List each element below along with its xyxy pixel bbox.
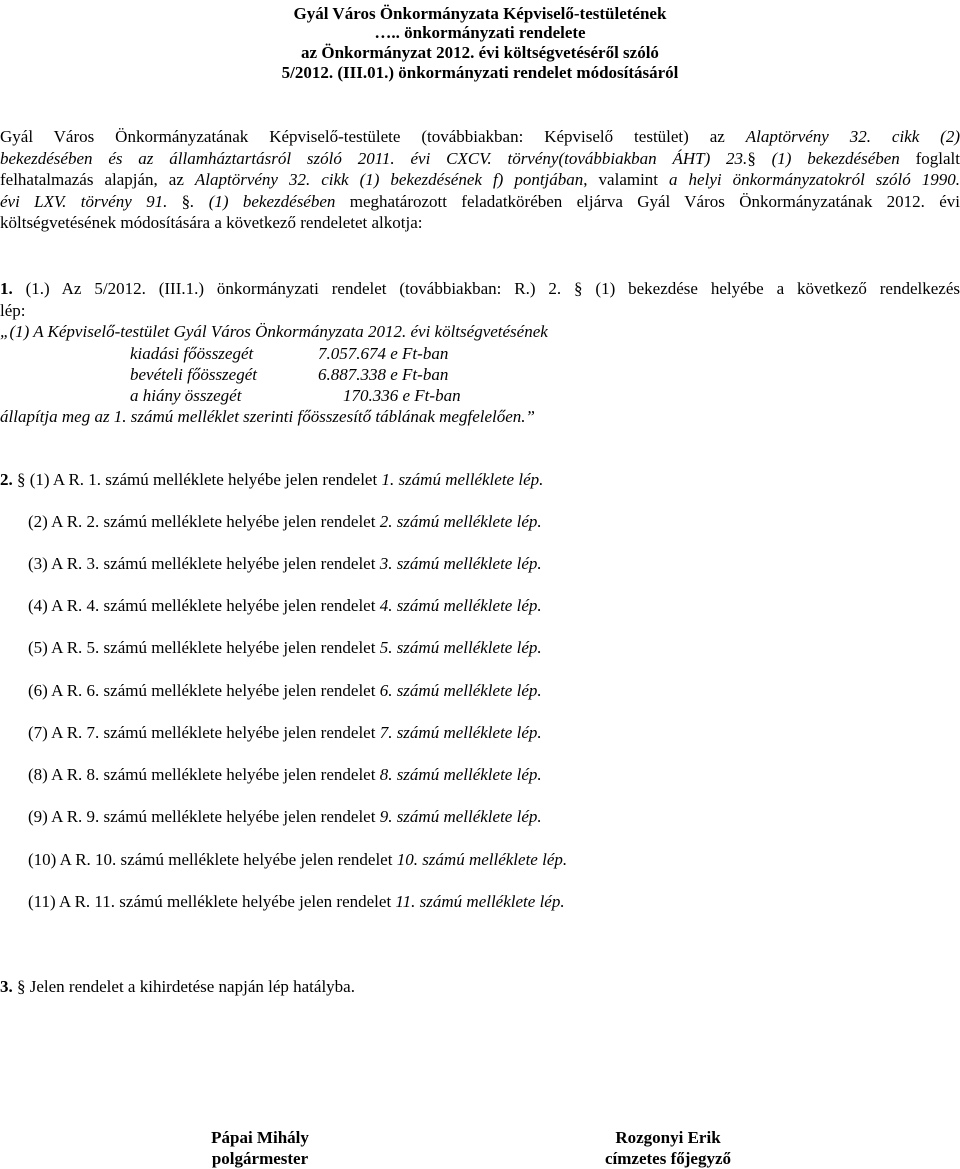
row-value-1: 7.057.674 e Ft-ban (318, 344, 449, 363)
s2-item-4: (4) A R. 4. számú melléklete helyébe jelen rendelet 4. számú melléklete lép. (28, 596, 542, 615)
quote-line: „(1) A Képviselő-testület Gyál Város Önkormányzata 2012. évi költségvetésének (0, 322, 548, 341)
signature-right-name: Rozgonyi Erik (615, 1128, 721, 1147)
row-label-1: kiadási főösszegét (130, 344, 254, 363)
section-1-line-2: lép: (0, 300, 26, 320)
s2-item-7: (7) A R. 7. számú melléklete helyébe jelen rendelet 7. számú melléklete lép. (28, 723, 542, 742)
s2-item-3: (3) A R. 3. számú melléklete helyébe jelen rendelet 3. számú melléklete lép. (28, 554, 542, 573)
row-value-2: 6.887.338 e Ft-ban (318, 365, 449, 384)
preamble (0, 126, 960, 234)
row-label-3: a hiány összegét (130, 386, 242, 405)
closing-line: állapítja meg az 1. számú melléklet szerinti főösszesítő táblának megfelelően.” (0, 407, 535, 426)
section-1 (0, 278, 960, 321)
s2-item-8: (8) A R. 8. számú melléklete helyébe jelen rendelet 8. számú melléklete lép. (28, 765, 542, 784)
preamble-line-4: évi LXV. törvény 91. §. (1) bekezdésében meghatározott feladatkörében eljárva Gyál Város Önkormányzatának 2012. évi (0, 191, 960, 211)
section-1-line-1: 1. (1.) Az 5/2012. (III.1.) önkormányzati rendelet (továbbiakban: R.) 2. § (1) bekezdése helyébe a következő rendelkezés (0, 279, 960, 298)
s2-item-9: (9) A R. 9. számú melléklete helyébe jelen rendelet 9. számú melléklete lép. (28, 807, 542, 826)
s2-item-1: 2. § (1) A R. 1. számú melléklete helyébe jelen rendelet 1. számú melléklete lép. (0, 470, 544, 489)
s2-item-6: (6) A R. 6. számú melléklete helyébe jelen rendelet 6. számú melléklete lép. (28, 681, 542, 700)
preamble-line-5: költségvetésének módosítására a következő rendeletet alkotja: (0, 213, 423, 232)
s2-item-10: (10) A R. 10. számú melléklete helyébe jelen rendelet 10. számú melléklete lép. (28, 850, 568, 869)
s2-item-11: (11) A R. 11. számú melléklete helyébe jelen rendelet 11. számú melléklete lép. (28, 892, 565, 911)
doc-title-line-2: ….. önkormányzati rendelete (374, 23, 586, 42)
preamble-line-1: Gyál Város Önkormányzatának Képviselő-testülete (továbbiakban: Képviselő testület) az Alaptörvény 32. cikk (2) (0, 127, 960, 146)
signature-left-name: Pápai Mihály (211, 1128, 309, 1147)
doc-title-line-1: Gyál Város Önkormányzata Képviselő-testületének (293, 4, 667, 23)
doc-title-line-4: 5/2012. (III.01.) önkormányzati rendelet módosításáról (281, 63, 679, 82)
row-value-3: 170.336 e Ft-ban (343, 386, 461, 405)
section-3: 3. § Jelen rendelet a kihirdetése napján lép hatályba. (0, 977, 355, 996)
s2-item-2: (2) A R. 2. számú melléklete helyébe jelen rendelet 2. számú melléklete lép. (28, 512, 542, 531)
signature-right-title: címzetes főjegyző (604, 1149, 731, 1168)
row-label-2: bevételi főösszegét (130, 365, 257, 384)
preamble-line-2: bekezdésében és az államháztartásról szóló 2011. évi CXCV. törvény(továbbiakban ÁHT) 23.§ (1) bekezdésében foglalt (0, 148, 960, 168)
preamble-line-3: felhatalmazás alapján, az Alaptörvény 32. cikk (1) bekezdésének f) pontjában, valamint a helyi önkormányzatokról szóló 1990. (0, 170, 960, 189)
s2-item-5: (5) A R. 5. számú melléklete helyébe jelen rendelet 5. számú melléklete lép. (28, 638, 542, 657)
doc-title-line-3: az Önkormányzat 2012. évi költségvetéséről szóló (301, 43, 659, 62)
signature-left-title: polgármester (211, 1149, 309, 1168)
